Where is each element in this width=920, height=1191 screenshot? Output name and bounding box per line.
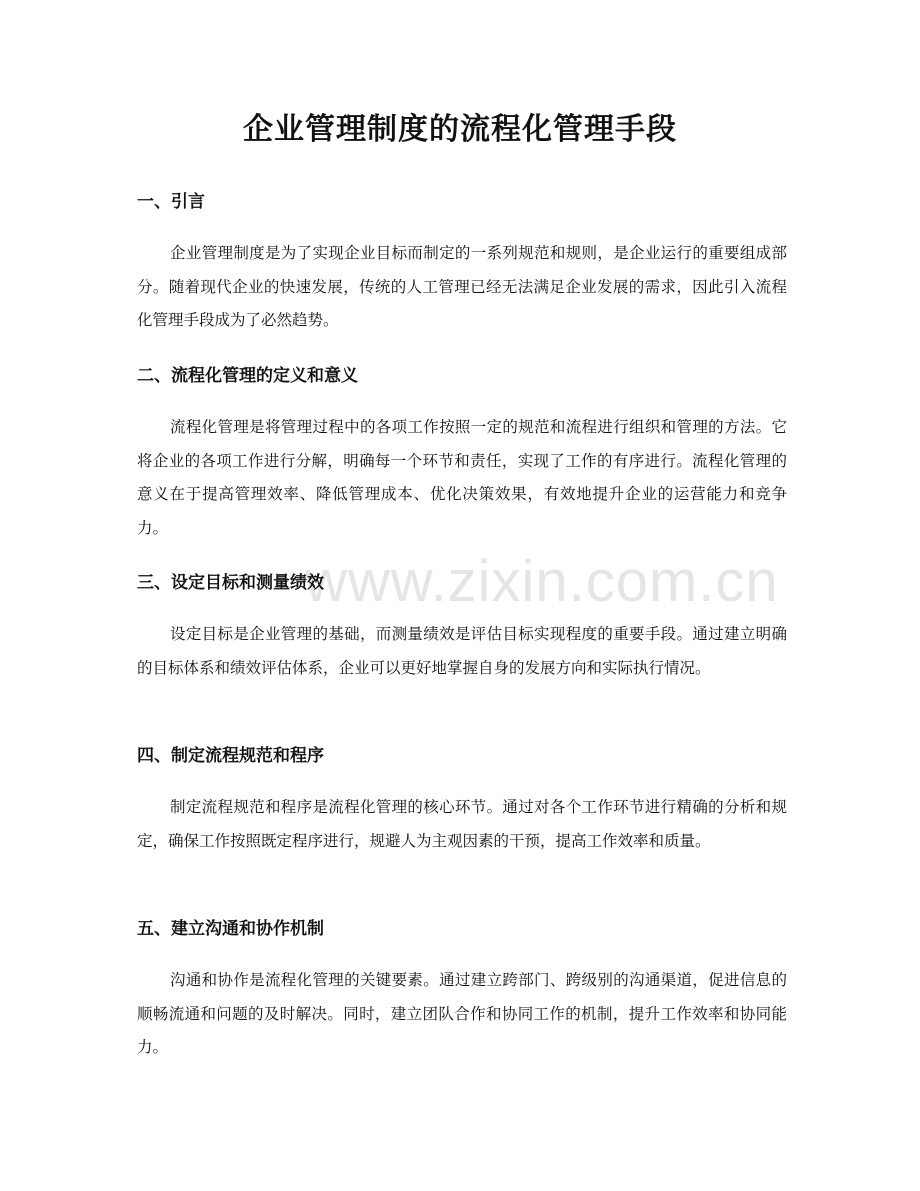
section-paragraph: 流程化管理是将管理过程中的各项工作按照一定的规范和流程进行组织和管理的方法。它将企业的各项工作进行分解，明确每一个环节和责任，实现了工作的有序进行。流程化管理的意义在于提高管理效率、降低管理成本、优化决策效果，有效地提升企业的运营能力和竞争力。 bbox=[137, 418, 787, 537]
section-heading: 四、制定流程规范和程序 bbox=[137, 746, 324, 766]
section-heading: 三、设定目标和测量绩效 bbox=[137, 573, 324, 593]
section-paragraph: 企业管理制度是为了实现企业目标而制定的一系列规范和规则，是企业运行的重要组成部分。随着现代企业的快速发展，传统的人工管理已经无法满足企业发展的需求，因此引入流程化管理手段成为了必然趋势。 bbox=[137, 244, 787, 329]
section-paragraph: 设定目标是企业管理的基础，而测量绩效是评估目标实现程度的重要手段。通过建立明确的目标体系和绩效评估体系，企业可以更好地掌握自身的发展方向和实际执行情况。 bbox=[137, 625, 787, 677]
section-paragraph: 沟通和协作是流程化管理的关键要素。通过建立跨部门、跨级别的沟通渠道，促进信息的顺畅流通和问题的及时解决。同时，建立团队合作和协同工作的机制，提升工作效率和协同能力。 bbox=[137, 971, 787, 1056]
section-introduction bbox=[137, 189, 787, 338]
section-communication bbox=[137, 916, 787, 1065]
section-heading: 一、引言 bbox=[137, 192, 205, 212]
section-heading: 五、建立沟通和协作机制 bbox=[137, 919, 324, 939]
watermark: www.zixin.com.cn bbox=[305, 549, 779, 614]
section-process-norms bbox=[137, 743, 787, 858]
section-heading: 二、流程化管理的定义和意义 bbox=[137, 366, 358, 386]
section-paragraph: 制定流程规范和程序是流程化管理的核心环节。通过对各个工作环节进行精确的分析和规定，确保工作按照既定程序进行，规避人为主观因素的干预，提高工作效率和质量。 bbox=[137, 798, 787, 850]
section-goals bbox=[137, 570, 787, 685]
page-title: 企业管理制度的流程化管理手段 bbox=[243, 112, 677, 147]
section-definition bbox=[137, 363, 787, 545]
